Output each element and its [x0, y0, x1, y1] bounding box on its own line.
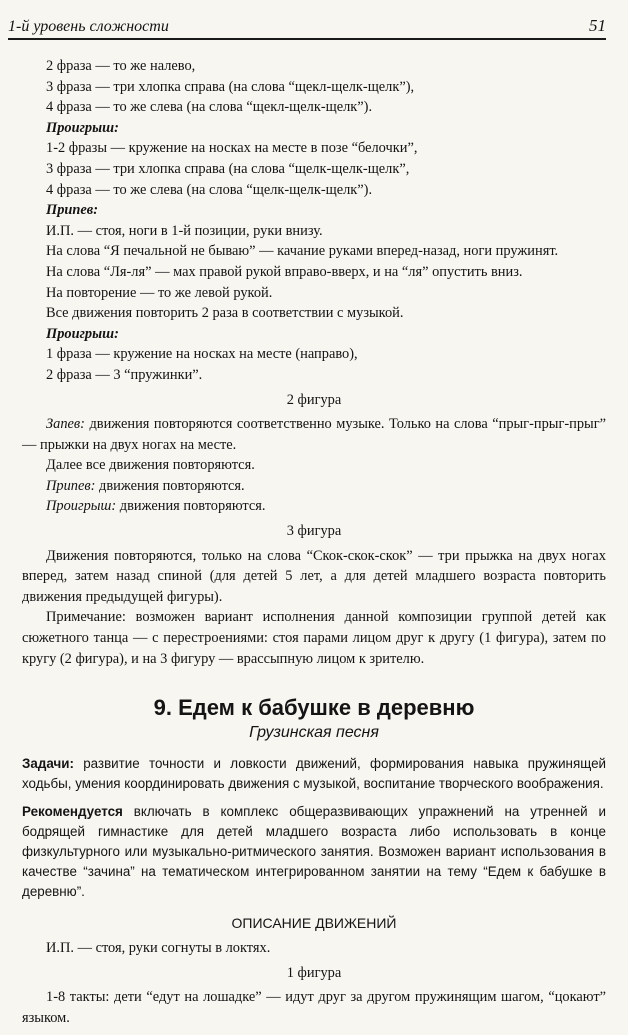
figure-title: 1 фигура — [286, 964, 342, 981]
figure-title: 2 фигура — [286, 391, 342, 408]
page-body — [22, 56, 606, 1028]
paragraph — [22, 414, 606, 455]
paragraph: Движения повторяются, только на слова “Скок-скок-скок” — три прыжка на двух ногах вперед, затем назад спиной (для детей 5 лет, а для детей младшего возраста повторить движения предыдущей фигуры). — [22, 547, 606, 605]
pripev-label: Припев: — [46, 202, 99, 219]
line: Все движения повторить 2 раза в соответствии с музыкой. — [46, 305, 404, 322]
line: 4 фраза — то же слева (на слова “щекл-щелк-щелк”). — [46, 99, 373, 116]
line: 3 фраза — три хлопка справа (на слова “щекл-щелк-щелк”), — [46, 78, 415, 95]
line: 2 фраза — 3 “пружинки”. — [46, 366, 203, 383]
tasks-paragraph — [22, 754, 606, 794]
section-title: 9. Едем к бабушке в деревню — [153, 695, 475, 721]
proigrysh-label: Проигрыш: — [46, 119, 119, 136]
line: 2 фраза — то же налево, — [46, 58, 196, 74]
line: На слова “Ля-ля” — мах правой рукой вправо-вверх, и на “ля” опустить вниз. — [46, 263, 523, 280]
paragraph — [22, 476, 606, 497]
line: На слова “Я печальной не бываю” — качание руками вперед-назад, ноги пружинят. — [46, 243, 559, 260]
note-paragraph: Примечание: возможен вариант исполнения данной композиции группой детей как сюжетного танца — с перестроениями: стоя парами лицом друг к другу (1 фигура), затем по кругу (2 фигура), и на 3 фигуру — врассыпную лицом к зрителю. — [22, 609, 606, 667]
page-number: 51 — [589, 16, 606, 35]
running-head — [8, 14, 606, 40]
recommendation-text: включать в комплекс общеразвивающих упражнений на утренней и бодрящей гимнастике для детей младшего возраста либо использовать в конце физкультурного или музыкально-ритмического занятия. Возможен вариант использования в качестве “зачина” на тематическом интегрированном занятии на тему “Едем к бабушке в деревню”. — [22, 804, 606, 899]
running-head-title: 1-й уровень сложности — [8, 18, 169, 35]
pripev-text: движения повторяются. — [95, 477, 245, 494]
tasks-label: Задачи: — [22, 755, 74, 771]
line: 3 фраза — три хлопка справа (на слова “щелк-щелк-щелк”, — [46, 160, 410, 177]
line: И.П. — стоя, ноги в 1-й позиции, руки внизу. — [46, 222, 323, 239]
proigrysh-label: Проигрыш: — [46, 498, 117, 515]
line: 1 фраза — кружение на носках на месте (направо), — [46, 346, 358, 363]
line: На повторение — то же левой рукой. — [46, 284, 273, 301]
line: Далее все движения повторяются. — [46, 457, 255, 474]
zapev-label: Запев: — [46, 416, 85, 433]
zapev-text: движения повторяются соответственно музыке. Только на слова “прыг-прыг-прыг” — прыжки на двух ногах на месте. — [22, 416, 606, 453]
recommendation-paragraph — [22, 802, 606, 901]
tasks-text: развитие точности и ловкости движений, формирования навыка пружинящей ходьбы, умения координировать движения с музыкой, воспитание творческого воображения. — [22, 755, 606, 791]
paragraph — [22, 496, 606, 517]
paragraph: 1-8 такты: дети “едут на лошадке” — идут друг за другом пружинящим шагом, “цокают” языком. — [22, 989, 606, 1026]
proigrysh-text: движения повторяются. — [116, 498, 266, 515]
line: 4 фраза — то же слева (на слова “щелк-щелк-щелк”). — [46, 181, 373, 198]
line: И.П. — стоя, руки согнуты в локтях. — [46, 939, 271, 956]
pripev-label: Припев: — [46, 477, 96, 494]
figure-title: 3 фигура — [286, 523, 342, 540]
section-subtitle: Грузинская песня — [249, 724, 379, 742]
proigrysh-label: Проигрыш: — [46, 325, 119, 342]
line: 1-2 фразы — кружение на носках на месте в позе “белочки”, — [46, 140, 418, 157]
description-heading: ОПИСАНИЕ ДВИЖЕНИЙ — [231, 915, 397, 932]
recommendation-label: Рекомендуется — [22, 804, 123, 820]
